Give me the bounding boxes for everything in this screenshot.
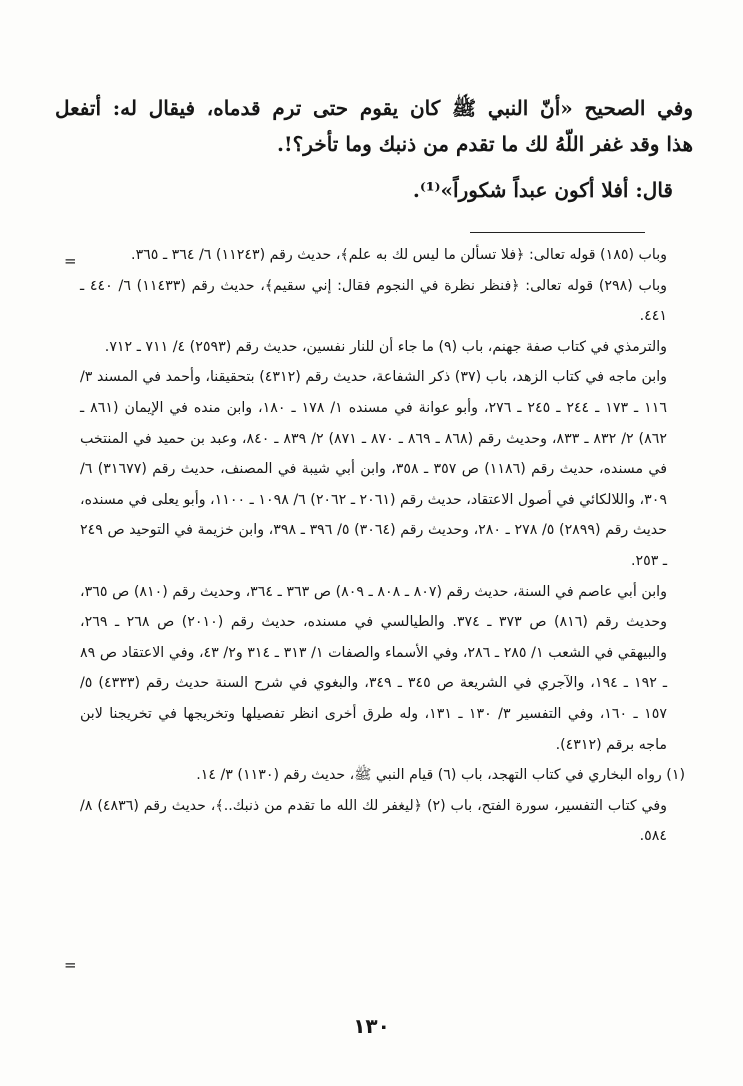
footnote-1: (١) رواه البخاري في كتاب التهجد، باب (٦) قيام النبي ﷺ، حديث رقم (١١٣٠) ٣/ ١٤. [196,767,685,784]
footnote-paragraph: وابن ماجه في كتاب الزهد، باب (٣٧) ذكر الشفاعة، حديث رقم (٤٣١٢) بتحقيقنا، وأحمد في المسند ٣/ ١١٦ ـ ١٧٣ ـ ٢٤٤ ـ ٢٤٥ ـ ٢٧٦، وأبو عوانة في مسنده ١/ ١٧٨ ـ ١٨٠، وابن منده في الإيمان (٨٦١ ـ ٨٦٢) ٢/ ٨٣٢ ـ ٨٣٣، وحديث رقم (٨٦٨ ـ ٨٦٩ ـ ٨٧٠ ـ ٨٧١) ٢/ ٨٣٩ ـ ٨٤٠، وعبد بن حميد في المنتخب في مسنده، حديث رقم (١١٨٦) ص ٣٥٧ ـ ٣٥٨، وابن أبي شيبة في المصنف، حديث رقم (٣١٦٧٧) ٦/ ٣٠٩، واللالكائي في أصول الاعتقاد، حديث رقم (٢٠٦١ ـ ٢٠٦٢) ٦/ ١٠٩٨ ـ ١١٠٠، وأبو يعلى في مسنده، حديث رقم (٢٨٩٩) ٥/ ٢٧٨ ـ ٢٨٠، وحديث رقم (٣٠٦٤) ٥/ ٣٩٦ ـ ٣٩٨، وابن خزيمة في التوحيد ص ٢٤٩ ـ ٢٥٣. [80,369,668,569]
main-text [55,90,693,208]
footnote-separator [470,232,645,233]
main-text-line-2: هذا وقد غفر اللّهُ لك ما تقدم من ذنبك وما تأخر؟!. [276,132,693,156]
main-text-line-3: قال: أفلا أكون عبداً شكوراً»⁽¹⁾. [412,178,673,202]
continuation-mark-top: = [64,252,77,270]
continuation-mark-bottom: = [64,956,77,974]
footnotes [80,240,685,852]
main-text-line-1: وفي الصحيح «أنّ النبي ﷺ كان يقوم حتى ترم قدماه، فيقال له: أتفعل [55,96,693,120]
footnote-paragraph: وابن أبي عاصم في السنة، حديث رقم (٨٠٧ ـ ٨٠٨ ـ ٨٠٩) ص ٣٦٣ ـ ٣٦٤، وحديث رقم (٨١٠) ص ٣٦٥، وحديث رقم (٨١٦) ص ٣٧٣ ـ ٣٧٤. والطيالسي في مسنده، حديث رقم (٢٠١٠) ص ٢٦٨ ـ ٢٦٩، والبيهقي في الشعب ١/ ٢٨٥ ـ ٢٨٦، وفي الأسماء والصفات ١/ ٣١٣ ـ ٣١٤ و٢/ ٤٣، وفي الاعتقاد ص ٨٩ ـ ١٩٢ ـ ١٩٤، والآجري في الشريعة ص ٣٤٥ ـ ٣٤٩، والبغوي في شرح السنة حديث رقم (٤٣٣٣) ٥/ ١٥٧ ـ ١٦٠، وفي التفسير ٣/ ١٣٠ ـ ١٣١، وله طرق أخرى انظر تفصيلها وتخريجها في تخريجنا لابن ماجه برقم (٤٣١٢). [80,583,668,753]
footnote-paragraph: وباب (١٨٥) قوله تعالى: ﴿فلا تسألن ما ليس لك به علم﴾، حديث رقم (١١٢٤٣) ٦/ ٣٦٤ ـ ٣٦٥. [131,247,667,263]
footnote-paragraph: وباب (٢٩٨) قوله تعالى: ﴿فنظر نظرة في النجوم فقال: إني سقيم﴾، حديث رقم (١١٤٣٣) ٦/ ٤٤٠ ـ ٤٤١. [80,277,668,325]
footnote-paragraph: والترمذي في كتاب صفة جهنم، باب (٩) ما جاء أن للنار نفسين، حديث رقم (٢٥٩٣) ٤/ ٧١١ ـ ٧١٢. [104,338,667,355]
page-number: ١٣٠ [353,1014,390,1038]
footnote-paragraph: وفي كتاب التفسير، سورة الفتح، باب (٢) ﴿ليغفر لك الله ما تقدم من ذنبك..﴾، حديث رقم (٤٨٣٦) ٨/ ٥٨٤. [80,797,667,845]
